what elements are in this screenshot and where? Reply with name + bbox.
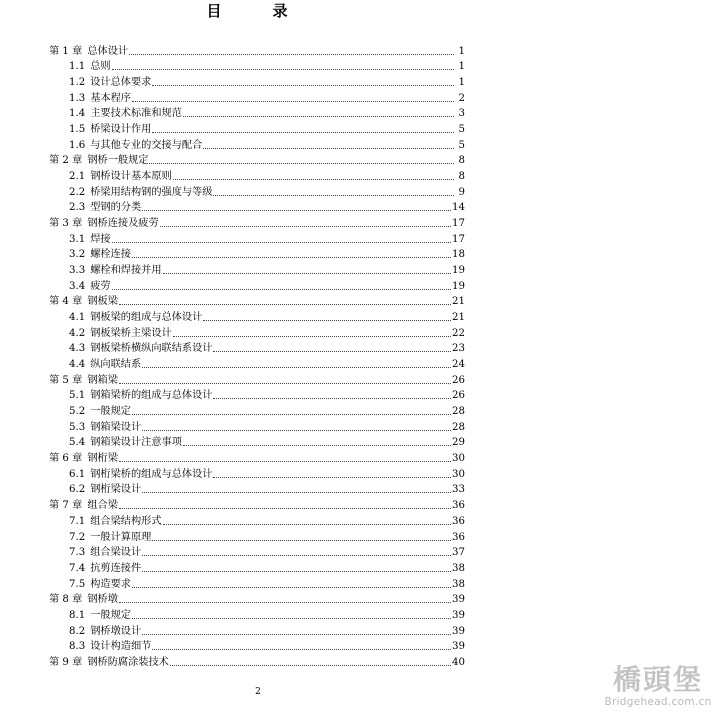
- toc-entry-number: 第 8 章: [49, 594, 83, 606]
- toc-entry-page: 29: [452, 437, 465, 449]
- toc-dot-leader: [142, 429, 451, 431]
- toc-section-entry[interactable]: [49, 355, 465, 371]
- toc-section-entry[interactable]: [49, 183, 465, 199]
- toc-dot-leader: [149, 162, 454, 164]
- toc-entry-title: 总体设计: [87, 45, 129, 57]
- toc-dot-leader: [119, 460, 451, 462]
- toc-entry-number: 第 1 章: [49, 45, 83, 57]
- toc-dot-leader: [152, 84, 454, 86]
- toc-entry-page: 2: [458, 92, 465, 104]
- toc-entry-title: 钢桥墩: [87, 594, 118, 606]
- toc-entry-number: 第 6 章: [49, 453, 83, 465]
- toc-entry-title: 主要技术标准和规范: [90, 108, 182, 120]
- toc-entry-title: 疲劳: [90, 280, 111, 292]
- toc-dot-leader: [119, 601, 451, 603]
- toc-entry-title: 钢桁梁设计: [90, 484, 142, 496]
- toc-chapter-entry[interactable]: [49, 449, 465, 465]
- toc-section-entry[interactable]: [49, 277, 465, 293]
- toc-entry-page: 23: [452, 343, 465, 355]
- toc-section-entry[interactable]: [49, 199, 465, 215]
- toc-entry-number: 第 4 章: [49, 296, 83, 308]
- toc-entry-page: 30: [452, 468, 465, 480]
- toc-entry-title: 一般计算原理: [90, 531, 152, 543]
- toc-entry-number: 3.1: [69, 233, 86, 245]
- toc-dot-leader: [203, 147, 454, 149]
- toc-entry-title: 钢桁梁: [87, 453, 118, 465]
- toc-entry-title: 设计构造细节: [90, 641, 152, 653]
- toc-chapter-entry[interactable]: [49, 42, 465, 58]
- toc-entry-number: 4.4: [69, 359, 86, 371]
- toc-chapter-entry[interactable]: [49, 653, 465, 669]
- toc-entry-title: 螺栓连接: [90, 249, 131, 261]
- toc-entry-title: 组合梁结构形式: [90, 515, 162, 527]
- toc-entry-title: 一般规定: [90, 406, 131, 418]
- toc-entry-title: 钢板梁桥主梁设计: [90, 327, 172, 339]
- toc-entry-title: 抗剪连接件: [90, 562, 142, 574]
- toc-dot-leader: [142, 570, 451, 572]
- toc-entry-page: 22: [452, 327, 465, 339]
- toc-entry-title: 钢板梁的组成与总体设计: [90, 312, 203, 324]
- toc-section-entry[interactable]: [49, 575, 465, 591]
- toc-section-entry[interactable]: [49, 418, 465, 434]
- toc-section-entry[interactable]: [49, 638, 465, 654]
- toc-entry-page: 40: [452, 656, 465, 668]
- toc-entry-number: 7.1: [69, 515, 86, 527]
- toc-dot-leader: [183, 444, 451, 446]
- toc-entry-title: 钢桥连接及疲劳: [87, 218, 159, 230]
- toc-dot-leader: [213, 350, 451, 352]
- page-number: 2: [255, 687, 261, 697]
- toc-section-entry[interactable]: [49, 481, 465, 497]
- toc-entry-title: 构造要求: [90, 578, 131, 590]
- toc-entry-page: 8: [458, 171, 465, 183]
- toc-entry-title: 钢板梁桥横纵向联结系设计: [90, 343, 213, 355]
- watermark-logo: 橋頭堡: [612, 663, 703, 696]
- toc-entry-number: 6.2: [69, 484, 86, 496]
- toc-entry-title: 总则: [90, 61, 111, 73]
- toc-section-entry[interactable]: [49, 528, 465, 544]
- toc-dot-leader: [203, 319, 451, 321]
- watermark-url: Bridgehead.com.cn: [604, 696, 712, 708]
- toc-section-entry[interactable]: [49, 120, 465, 136]
- toc-section-entry[interactable]: [49, 73, 465, 89]
- toc-dot-leader: [112, 68, 454, 70]
- toc-entry-title: 钢桥墩设计: [90, 625, 142, 637]
- toc-entry-page: 5: [458, 124, 465, 136]
- toc-entry-number: 1.4: [69, 108, 86, 120]
- toc-entry-page: 21: [452, 312, 465, 324]
- toc-dot-leader: [132, 617, 451, 619]
- toc-entry-number: 2.3: [69, 202, 86, 214]
- toc-entry-page: 36: [452, 500, 465, 512]
- toc-entry-page: 1: [458, 45, 465, 57]
- toc-entry-page: 5: [458, 139, 465, 151]
- toc-entry-page: 21: [452, 296, 465, 308]
- toc-section-entry[interactable]: [49, 58, 465, 74]
- toc-dot-leader: [152, 131, 454, 133]
- toc-entry-title: 设计总体要求: [90, 77, 152, 89]
- toc-dot-leader: [213, 476, 451, 478]
- toc-entry-number: 7.5: [69, 578, 86, 590]
- toc-entry-title: 基本程序: [90, 92, 131, 104]
- toc-entry-page: 26: [452, 390, 465, 402]
- toc-dot-leader: [170, 664, 451, 666]
- toc-chapter-entry[interactable]: [49, 152, 465, 168]
- toc-entry-title: 钢箱梁: [87, 374, 118, 386]
- toc-entry-page: 19: [452, 265, 465, 277]
- toc-entry-number: 4.1: [69, 312, 86, 324]
- toc-entry-page: 38: [452, 562, 465, 574]
- toc-chapter-entry[interactable]: [49, 591, 465, 607]
- toc-entry-page: 8: [458, 155, 465, 167]
- toc-dot-leader: [142, 554, 451, 556]
- toc-entry-page: 9: [458, 186, 465, 198]
- toc-section-entry[interactable]: [49, 136, 465, 152]
- toc-entry-title: 与其他专业的交接与配合: [90, 139, 203, 151]
- toc-section-entry[interactable]: [49, 167, 465, 183]
- toc-section-entry[interactable]: [49, 308, 465, 324]
- toc-entry-page: 1: [458, 77, 465, 89]
- page-title: 目 录: [206, 2, 306, 20]
- toc-entry-title: 钢桥防腐涂装技术: [87, 656, 169, 668]
- toc-chapter-entry[interactable]: [49, 293, 465, 309]
- toc-section-entry[interactable]: [49, 387, 465, 403]
- toc-dot-leader: [173, 335, 451, 337]
- toc-entry-title: 型钢的分类: [90, 202, 142, 214]
- toc-section-entry[interactable]: [49, 324, 465, 340]
- toc-entry-number: 6.1: [69, 468, 86, 480]
- toc-entry-page: 17: [452, 233, 465, 245]
- toc-entry-number: 5.2: [69, 406, 86, 418]
- toc-section-entry[interactable]: [49, 434, 465, 450]
- toc-entry-number: 8.3: [69, 641, 86, 653]
- toc-entry-number: 第 3 章: [49, 218, 83, 230]
- toc-dot-leader: [160, 225, 451, 227]
- toc-entry-page: 18: [452, 249, 465, 261]
- toc-dot-leader: [142, 491, 451, 493]
- toc-dot-leader: [152, 539, 451, 541]
- toc-entry-number: 7.4: [69, 562, 86, 574]
- toc-entry-title: 钢箱梁设计: [90, 421, 142, 433]
- toc-entry-page: 28: [452, 406, 465, 418]
- toc-entry-title: 组合梁: [87, 500, 118, 512]
- toc-entry-page: 38: [452, 578, 465, 590]
- toc-section-entry[interactable]: [49, 340, 465, 356]
- toc-entry-page: 3: [458, 108, 465, 120]
- toc-dot-leader: [142, 209, 451, 211]
- toc-dot-leader: [213, 194, 454, 196]
- toc-entry-page: 1: [458, 61, 465, 73]
- toc-entry-title: 钢桥设计基本原则: [90, 171, 172, 183]
- table-of-contents: [49, 42, 465, 669]
- toc-dot-leader: [119, 303, 451, 305]
- toc-entry-page: 37: [452, 547, 465, 559]
- toc-section-entry[interactable]: [49, 622, 465, 638]
- toc-entry-number: 5.3: [69, 421, 86, 433]
- toc-dot-leader: [112, 241, 451, 243]
- toc-entry-number: 3.3: [69, 265, 86, 277]
- toc-section-entry[interactable]: [49, 246, 465, 262]
- toc-entry-page: 30: [452, 453, 465, 465]
- toc-dot-leader: [119, 382, 451, 384]
- toc-entry-title: 纵向联结系: [90, 359, 142, 371]
- toc-dot-leader: [163, 272, 452, 274]
- toc-dot-leader: [132, 586, 451, 588]
- toc-entry-page: 39: [452, 594, 465, 606]
- toc-entry-page: 19: [452, 280, 465, 292]
- toc-entry-number: 4.3: [69, 343, 86, 355]
- toc-dot-leader: [183, 115, 454, 117]
- toc-dot-leader: [132, 256, 451, 258]
- toc-entry-number: 2.2: [69, 186, 86, 198]
- toc-chapter-entry[interactable]: [49, 371, 465, 387]
- toc-entry-number: 4.2: [69, 327, 86, 339]
- toc-entry-number: 3.2: [69, 249, 86, 261]
- toc-entry-number: 5.4: [69, 437, 86, 449]
- toc-entry-title: 钢桁梁桥的组成与总体设计: [90, 468, 213, 480]
- toc-entry-number: 7.2: [69, 531, 86, 543]
- toc-entry-page: 36: [452, 515, 465, 527]
- toc-entry-number: 第 9 章: [49, 656, 83, 668]
- toc-entry-page: 17: [452, 218, 465, 230]
- toc-section-entry[interactable]: [49, 544, 465, 560]
- toc-section-entry[interactable]: [49, 465, 465, 481]
- toc-dot-leader: [112, 288, 451, 290]
- toc-entry-number: 1.1: [69, 61, 86, 73]
- toc-dot-leader: [119, 507, 451, 509]
- toc-section-entry[interactable]: [49, 261, 465, 277]
- toc-entry-title: 钢桥一般规定: [87, 155, 149, 167]
- toc-entry-number: 1.3: [69, 92, 86, 104]
- toc-entry-number: 第 2 章: [49, 155, 83, 167]
- toc-dot-leader: [142, 633, 451, 635]
- toc-entry-number: 2.1: [69, 171, 86, 183]
- toc-section-entry[interactable]: [49, 230, 465, 246]
- toc-entry-page: 26: [452, 374, 465, 386]
- toc-entry-number: 1.6: [69, 139, 86, 151]
- toc-entry-number: 8.1: [69, 609, 86, 621]
- toc-entry-title: 桥梁设计作用: [90, 124, 152, 136]
- toc-entry-title: 焊接: [90, 233, 111, 245]
- toc-entry-page: 33: [452, 484, 465, 496]
- toc-entry-page: 28: [452, 421, 465, 433]
- toc-dot-leader: [142, 366, 451, 368]
- toc-entry-title: 一般规定: [90, 609, 131, 621]
- toc-dot-leader: [152, 648, 451, 650]
- toc-section-entry[interactable]: [49, 606, 465, 622]
- toc-entry-title: 钢板梁: [87, 296, 118, 308]
- toc-entry-page: 39: [452, 609, 465, 621]
- toc-section-entry[interactable]: [49, 105, 465, 121]
- toc-entry-number: 1.5: [69, 124, 86, 136]
- toc-entry-title: 桥梁用结构钢的强度与等级: [90, 186, 213, 198]
- toc-entry-title: 钢箱梁设计注意事项: [90, 437, 182, 449]
- toc-entry-title: 钢箱梁桥的组成与总体设计: [90, 390, 213, 402]
- toc-entry-title: 螺栓和焊接并用: [90, 265, 162, 277]
- toc-dot-leader: [163, 523, 452, 525]
- toc-section-entry[interactable]: [49, 89, 465, 105]
- toc-chapter-entry[interactable]: [49, 496, 465, 512]
- toc-entry-page: 14: [452, 202, 465, 214]
- toc-section-entry[interactable]: [49, 512, 465, 528]
- toc-entry-page: 36: [452, 531, 465, 543]
- watermark: [596, 664, 720, 709]
- toc-entry-number: 1.2: [69, 77, 86, 89]
- toc-entry-page: 39: [452, 625, 465, 637]
- toc-entry-number: 7.3: [69, 547, 86, 559]
- toc-section-entry[interactable]: [49, 402, 465, 418]
- toc-dot-leader: [132, 100, 454, 102]
- toc-entry-number: 8.2: [69, 625, 86, 637]
- toc-entry-page: 39: [452, 641, 465, 653]
- toc-entry-number: 第 7 章: [49, 500, 83, 512]
- toc-entry-page: 24: [452, 359, 465, 371]
- toc-dot-leader: [132, 413, 451, 415]
- toc-entry-number: 3.4: [69, 280, 86, 292]
- toc-section-entry[interactable]: [49, 559, 465, 575]
- toc-chapter-entry[interactable]: [49, 214, 465, 230]
- toc-dot-leader: [129, 53, 454, 55]
- toc-entry-number: 第 5 章: [49, 374, 83, 386]
- toc-dot-leader: [173, 178, 454, 180]
- toc-entry-number: 5.1: [69, 390, 86, 402]
- toc-dot-leader: [213, 397, 451, 399]
- toc-entry-title: 组合梁设计: [90, 547, 142, 559]
